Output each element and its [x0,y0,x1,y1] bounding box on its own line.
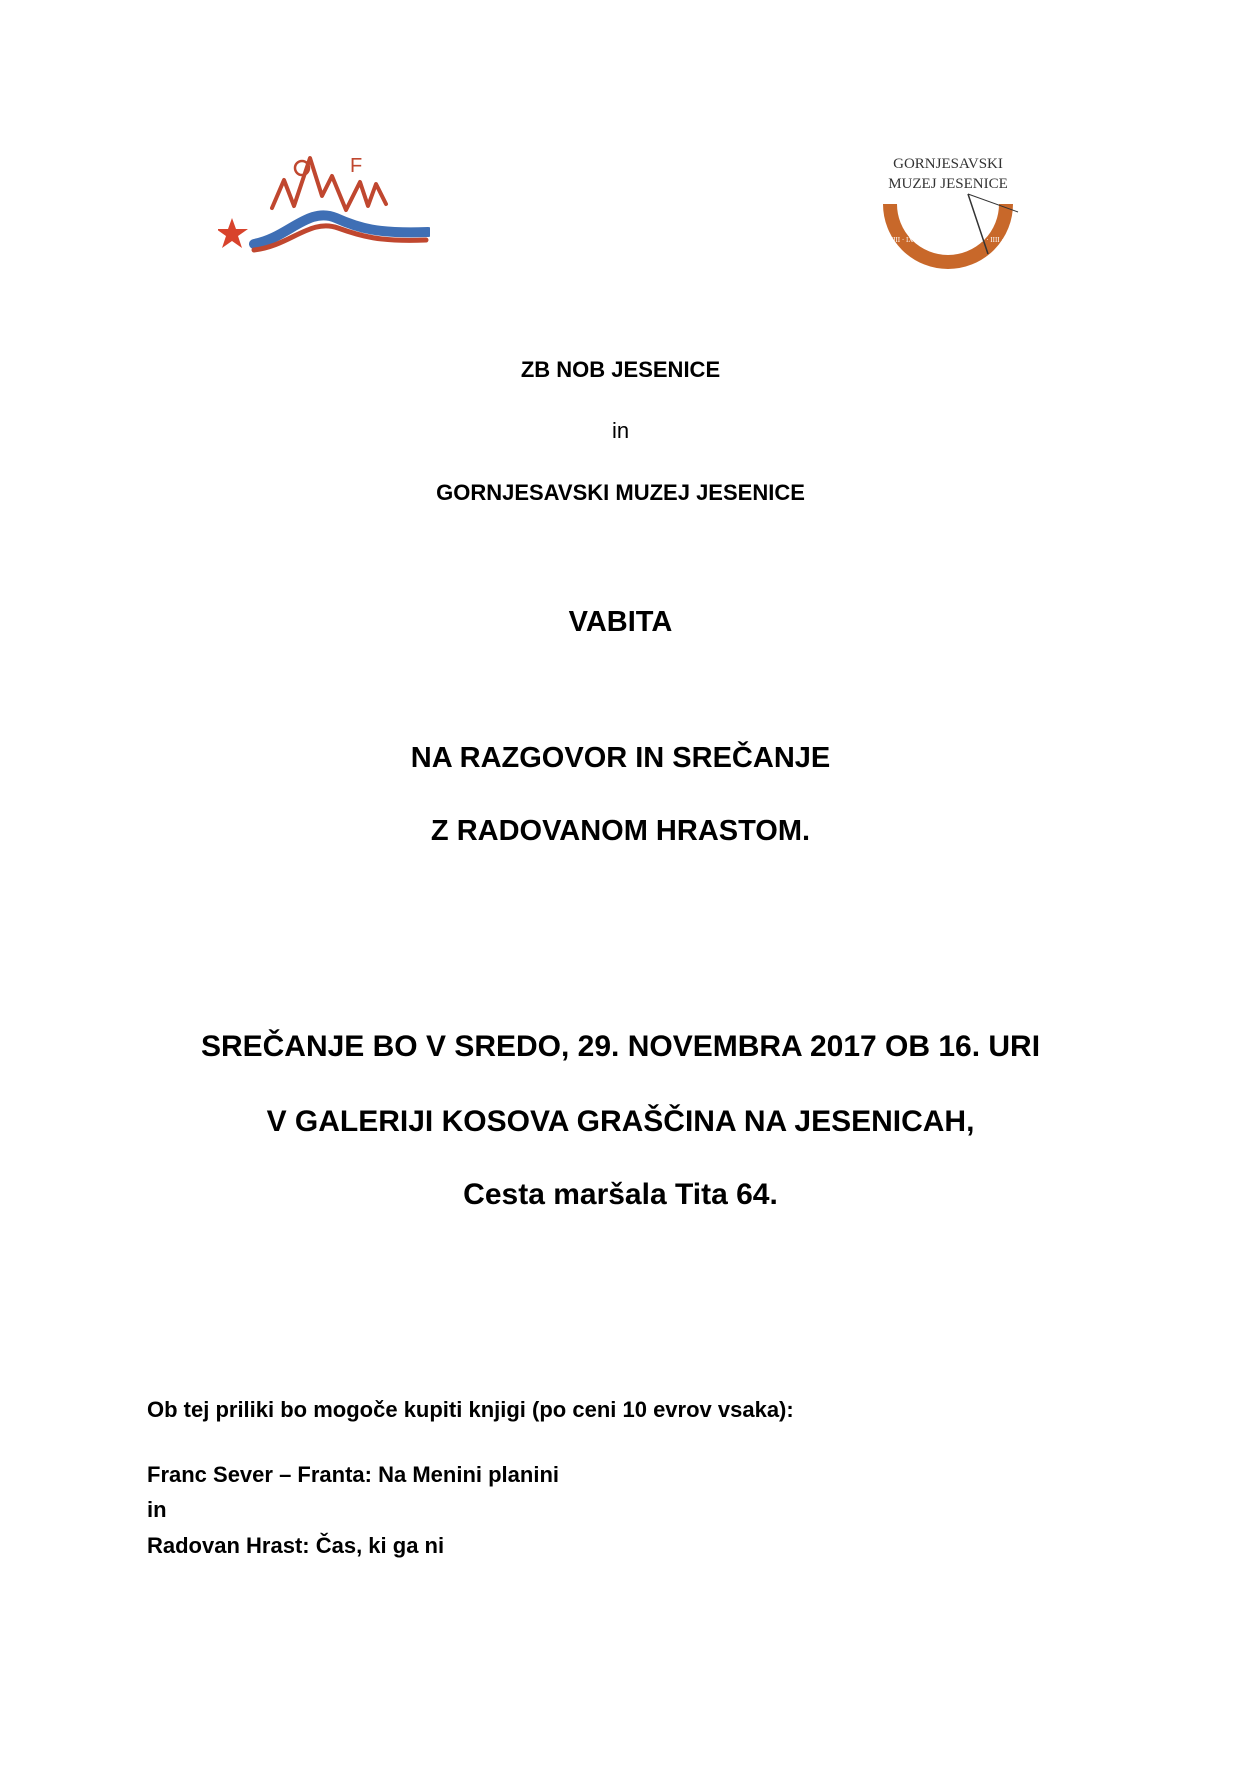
organizer-2: GORNJESAVSKI MUZEJ JESENICE [436,480,805,505]
svg-text:F: F [350,155,363,177]
organizer-conjunction: in [611,418,630,443]
museum-logo-line1: GORNJESAVSKI [893,156,1003,172]
event-address: Cesta maršala Tita 64. [463,1178,778,1211]
museum-logo [868,150,1028,276]
invite-line-2: Z RADOVANOM HRASTOM. [430,815,811,847]
books-conjunction: in [147,1497,167,1522]
of-logo [218,146,430,272]
invite-verb: VABITA [568,606,673,638]
organizer-1: ZB NOB JESENICE [520,357,721,382]
of-mountain-star-icon [218,146,430,272]
museum-logo-dial: VII · VIII · IX · X · XI · XII · I · II · III · IIII · V · VI [872,236,1024,244]
event-datetime: SREČANJE BO V SREDO, 29. NOVEMBRA 2017 OB 16. URI [200,1030,1041,1063]
books-intro: Ob tej priliki bo mogoče kupiti knjigi (po ceni 10 evrov vsaka): [147,1397,794,1422]
museum-logo-line2: MUZEJ JESENICE [888,176,1008,192]
invite-line-1: NA RAZGOVOR IN SREČANJE [410,742,831,774]
book-2: Radovan Hrast: Čas, ki ga ni [147,1533,445,1558]
event-venue: V GALERIJI KOSOVA GRAŠČINA NA JESENICAH, [266,1105,975,1138]
sundial-icon [868,150,1028,276]
book-1: Franc Sever – Franta: Na Menini planini [147,1462,559,1487]
